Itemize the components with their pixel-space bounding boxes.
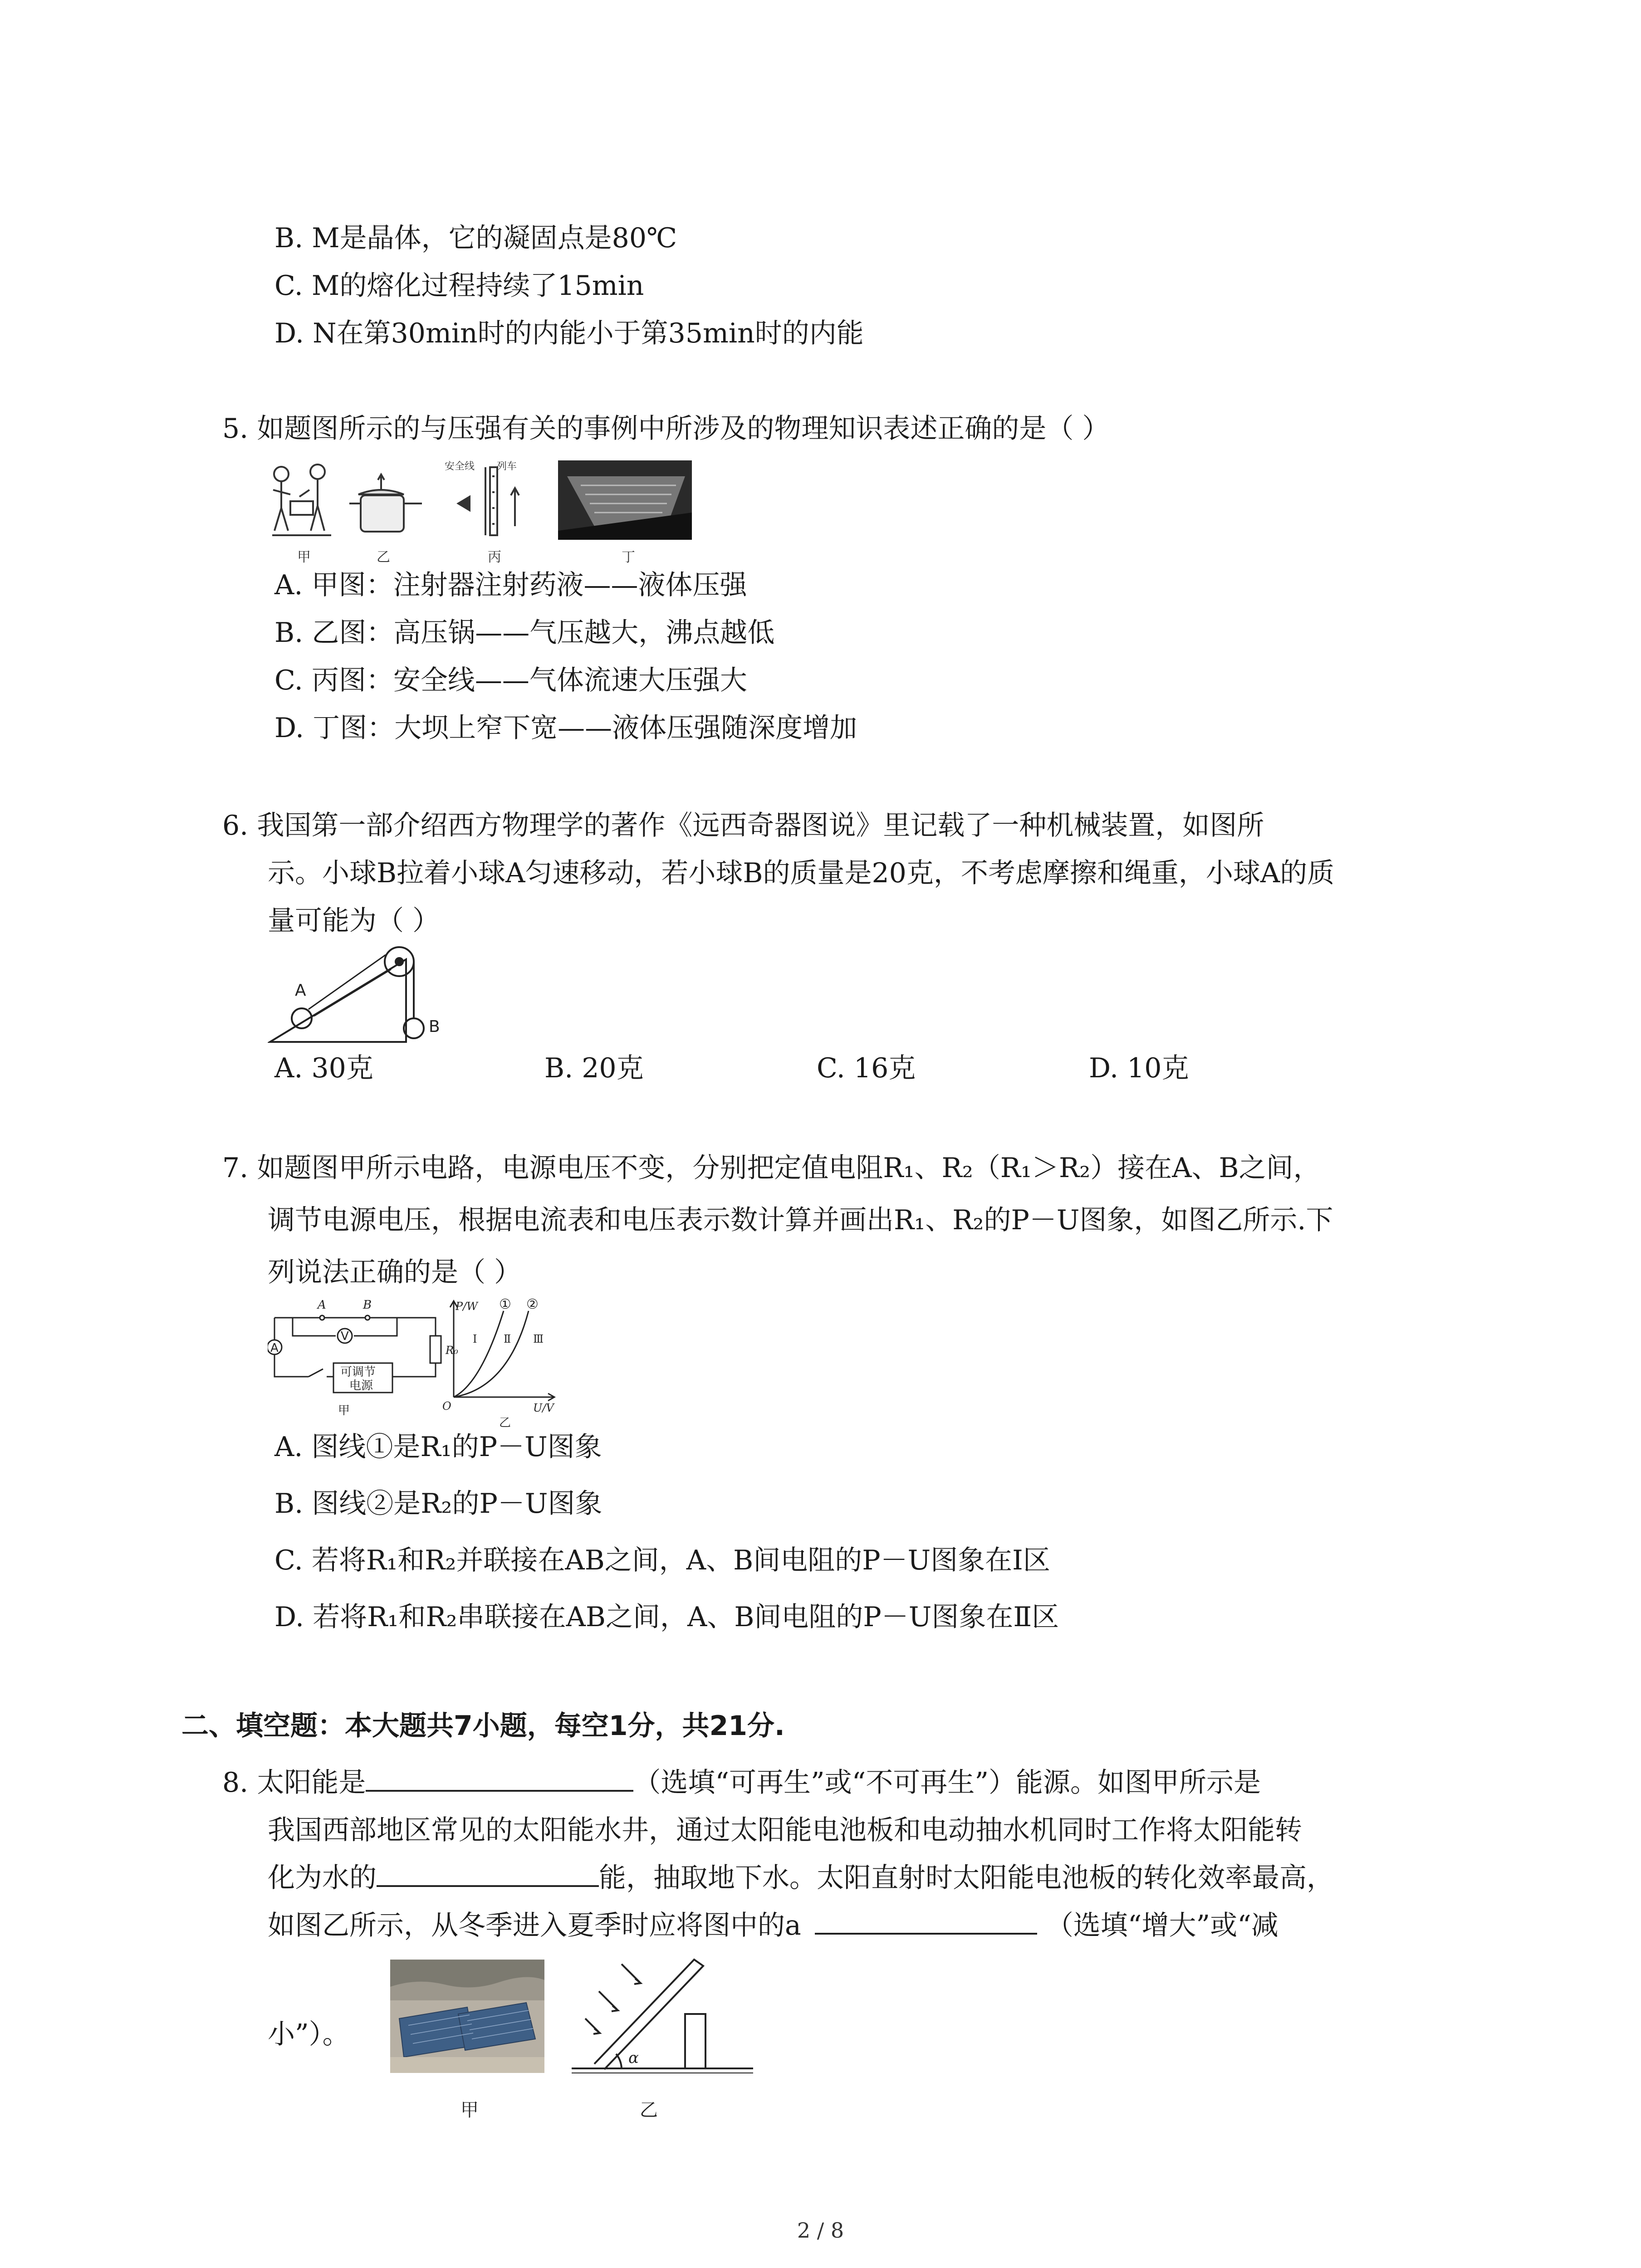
q7-fig-ammeter: A: [270, 1341, 279, 1355]
q5-option-b: B. 乙图：高压锅——气压越大，沸点越低: [274, 617, 775, 649]
q6-fig-ball-a: A: [295, 981, 306, 1000]
q4-option-d: D. N在第30min时的内能小于第35min时的内能: [274, 318, 864, 349]
section2-title: 二、填空题：本大题共7小题，每空1分，共21分.: [181, 1710, 785, 1742]
q8-blank-2[interactable]: [377, 1858, 599, 1887]
q7-fig-x-axis: U/V: [533, 1402, 554, 1414]
q8-line1-end: （选填“可再生”或“不可再生”）能源。如图甲所示是: [633, 1767, 1261, 1799]
q6-figure: [268, 941, 458, 1059]
q7-option-b: B. 图线②是R₂的P－U图象: [274, 1488, 603, 1520]
page-number: 2 / 8: [797, 2218, 844, 2243]
q6-fig-ball-b: B: [429, 1017, 440, 1036]
q7-fig-terminal-a: A: [318, 1298, 326, 1312]
q8-blank-1[interactable]: [366, 1763, 633, 1792]
q7-fig-curve2: ②: [526, 1296, 539, 1312]
q5-fig-label-bing: 丙: [488, 549, 501, 565]
q8-fig-caption-jia: 甲: [460, 2100, 479, 2121]
q7-fig-origin: O: [442, 1400, 451, 1413]
q8-line1-start: 8. 太阳能是: [222, 1767, 366, 1799]
q6-option-c: C. 16克: [817, 1052, 916, 1084]
q5-fig-label-yi: 乙: [377, 549, 390, 565]
q5-fig-jia: [272, 464, 331, 535]
q5-option-d: D. 丁图：大坝上窄下宽——液体压强随深度增加: [274, 712, 857, 744]
q8-line3: [268, 1855, 1334, 1901]
q5-option-c: C. 丙图：安全线——气体流速大压强大: [274, 665, 747, 696]
q7-stem-line1: 7. 如题图甲所示电路，电源电压不变，分别把定值电阻R₁、R₂（R₁＞R₂）接在A、B之间，: [222, 1152, 1321, 1184]
q7-fig-y-axis: P/W: [456, 1300, 478, 1313]
q8-line5: 小”）。: [268, 2019, 350, 2050]
q4-option-c: C. M的熔化过程持续了15min: [274, 270, 644, 302]
q6-option-b: B. 20克: [544, 1052, 644, 1084]
q8-figure-jia: [390, 1960, 544, 2073]
q7-fig-source-2: 电源: [349, 1379, 373, 1393]
q7-graph: [450, 1301, 554, 1401]
q7-fig-r0: R₀: [446, 1344, 458, 1357]
q5-fig-safety-text: 安全线: [445, 461, 475, 472]
q8-line3-start: 化为水的: [268, 1862, 377, 1894]
q7-option-d: D. 若将R₁和R₂串联接在AB之间，A、B间电阻的P－U图象在Ⅱ区: [274, 1601, 1059, 1633]
q8-fig-caption-yi: 乙: [640, 2100, 658, 2121]
q8-line4: [268, 1903, 1279, 1948]
q7-fig-voltmeter: V: [341, 1330, 349, 1343]
q7-fig-region1: Ⅰ: [473, 1333, 477, 1345]
q5-figure: [268, 458, 767, 567]
q8-line2: 我国西部地区常见的太阳能水井，通过太阳能电池板和电动抽水机同时工作将太阳能转: [268, 1814, 1302, 1846]
q6-stem-line1: 6. 我国第一部介绍西方物理学的著作《远西奇器图说》里记载了一种机械装置，如图所: [222, 810, 1264, 841]
q5-fig-label-ding: 丁: [622, 549, 635, 565]
q5-fig-train-text: 列车: [497, 461, 517, 472]
q6-stem-line3: 量可能为（ ）: [268, 905, 440, 937]
q7-stem-line3: 列说法正确的是（ ）: [268, 1256, 522, 1288]
q8-line3-end: 能，抽取地下水。太阳直射时太阳能电池板的转化效率最高，: [599, 1862, 1334, 1894]
q8-line4-end: （选填“增大”或“减: [1046, 1910, 1279, 1941]
q7-fig-curve1: ①: [499, 1296, 511, 1312]
q8-line4-start: 如图乙所示，从冬季进入夏季时应将图中的a: [268, 1910, 801, 1941]
q5-fig-label-jia: 甲: [297, 549, 311, 565]
q7-fig-terminal-b: B: [363, 1298, 372, 1312]
q5-fig-bing: [458, 467, 519, 535]
q8-fig-angle: α: [628, 2049, 639, 2067]
q7-stem-line2: 调节电源电压，根据电流表和电压表示数计算并画出R₁、R₂的P－U图象，如图乙所示.下: [268, 1204, 1333, 1236]
q7-fig-right-caption: 乙: [499, 1416, 511, 1430]
q7-fig-region3: Ⅲ: [533, 1333, 544, 1345]
q4-option-b: B. M是晶体，它的凝固点是80℃: [274, 222, 677, 254]
q5-stem: 5. 如题图所示的与压强有关的事例中所涉及的物理知识表述正确的是（ ）: [222, 413, 1110, 445]
q7-option-c: C. 若将R₁和R₂并联接在AB之间，A、B间电阻的P－U图象在Ⅰ区: [274, 1545, 1050, 1576]
q7-fig-region2: Ⅱ: [504, 1333, 511, 1345]
q8-line1: [222, 1760, 1261, 1805]
q7-fig-left-caption: 甲: [338, 1404, 350, 1418]
q7-figure: [268, 1293, 585, 1433]
q6-option-d: D. 10克: [1089, 1052, 1189, 1084]
q6-stem-line2: 示。小球B拉着小球A匀速移动，若小球B的质量是20克，不考虑摩擦和绳重，小球A的质: [268, 857, 1335, 889]
q5-fig-ding: [558, 460, 692, 540]
q8-blank-3[interactable]: [815, 1906, 1037, 1935]
q5-fig-yi: [349, 474, 422, 532]
q7-option-a: A. 图线①是R₁的P－U图象: [274, 1431, 602, 1463]
q5-option-a: A. 甲图：注射器注射药液——液体压强: [274, 569, 747, 601]
q7-fig-source-1: 可调节: [340, 1365, 376, 1379]
q6-option-a: A. 30克: [274, 1052, 373, 1084]
q8-figure-yi: [567, 1950, 758, 2082]
